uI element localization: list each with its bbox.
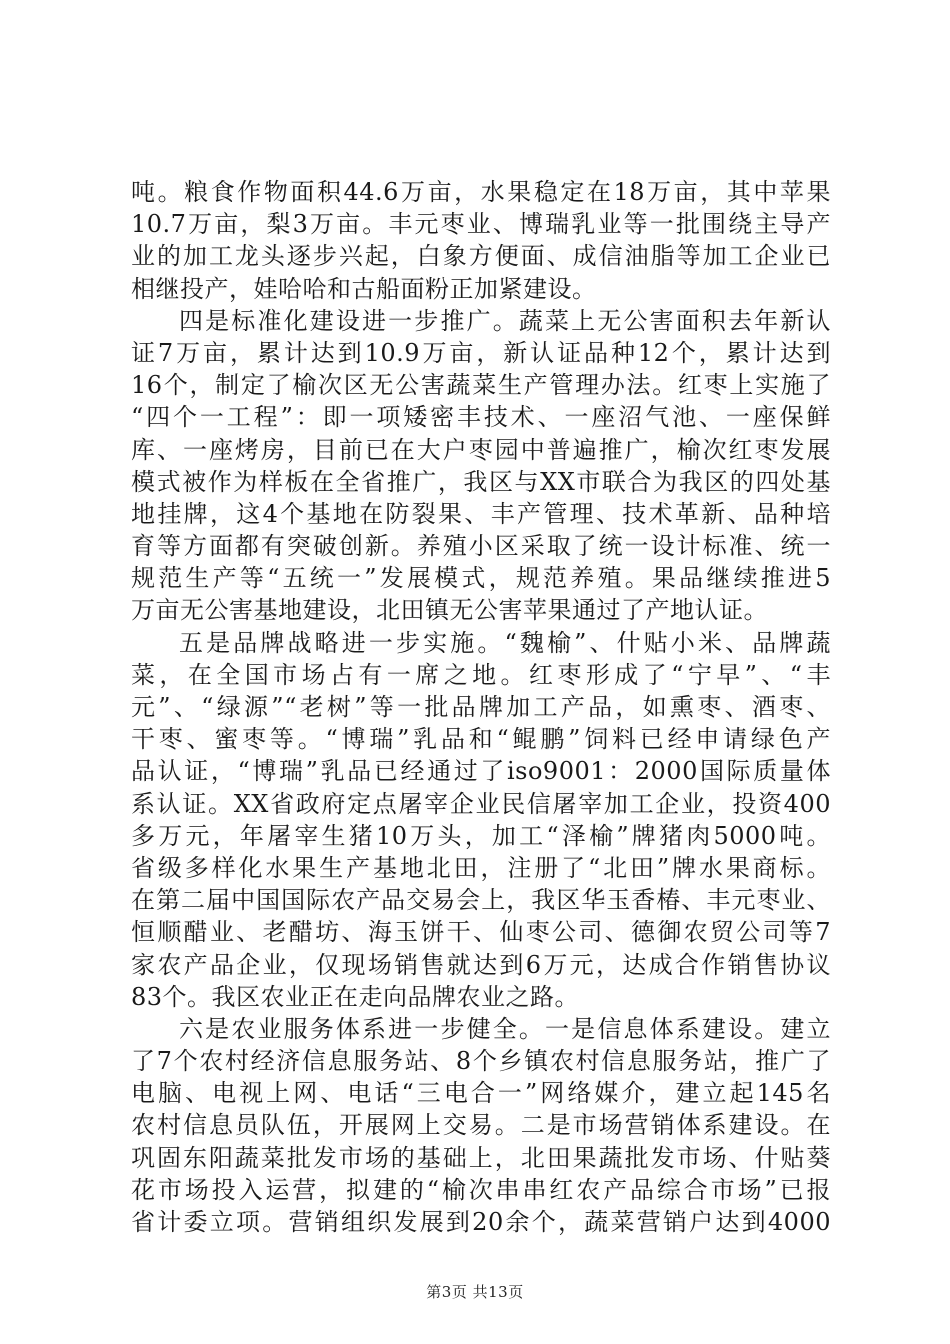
text-line: 巩固东阳蔬菜批发市场的基础上，北田果蔬批发市场、什贴葵	[131, 1143, 831, 1172]
page-footer: 第3页 共13页	[426, 1283, 524, 1301]
text-line: 元”、“绿源”“老树”等一批品牌加工产品，如熏枣、酒枣、	[131, 693, 831, 721]
text-line: 16个，制定了榆次区无公害蔬菜生产管理办法。红枣上实施了	[131, 371, 831, 400]
document-body	[131, 176, 831, 1238]
text-line: 四是标准化建设进一步推广。蔬菜上无公害面积去年新认	[179, 306, 831, 335]
text-line: 业的加工龙头逐步兴起，白象方便面、成信油脂等加工企业已	[131, 242, 831, 271]
text-line: 花市场投入运营，拟建的“榆次串串红农产品综合市场”已报	[131, 1175, 831, 1204]
text-line: 吨。粮食作物面积44.6万亩，水果稳定在18万亩，其中苹果	[131, 178, 831, 206]
text-line: 品认证，“博瑞”乳品已经通过了iso9001：2000国际质量体	[131, 757, 831, 786]
text-line: 规范生产等“五统一”发展模式，规范养殖。果品继续推进5	[131, 564, 831, 593]
text-line: 省计委立项。营销组织发展到20余个，蔬菜营销户达到4000	[131, 1208, 831, 1236]
text-line: 证7万亩，累计达到10.9万亩，新认证品种12个，累计达到	[131, 338, 831, 367]
text-line: “四个一工程”：即一项矮密丰技术、一座沼气池、一座保鲜	[131, 403, 831, 432]
text-line: 万亩无公害基地建设，北田镇无公害苹果通过了产地认证。	[131, 596, 768, 625]
text-line: 多万元，年屠宰生猪10万头，加工“泽榆”牌猪肉5000吨。	[131, 821, 831, 850]
text-line: 系认证。XX省政府定点屠宰企业民信屠宰加工企业，投资400	[131, 789, 831, 818]
text-line: 恒顺醋业、老醋坊、海玉饼干、仙枣公司、德御农贸公司等7	[131, 918, 831, 947]
text-line: 菜，在全国市场占有一席之地。红枣形成了“宁早”、“丰	[131, 660, 831, 689]
text-line: 在第二届中国国际农产品交易会上，我区华玉香椿、丰元枣业、	[131, 886, 831, 915]
text-line: 相继投产，娃哈哈和古船面粉正加紧建设。	[131, 274, 597, 303]
text-line: 电脑、电视上网、电话“三电合一”网络媒介，建立起145名	[131, 1079, 831, 1108]
text-line: 模式被作为样板在全省推广，我区与XX市联合为我区的四处基	[131, 467, 831, 496]
text-line: 育等方面都有突破创新。养殖小区采取了统一设计标准、统一	[131, 532, 831, 561]
text-line: 库、一座烤房，目前已在大户枣园中普遍推广，榆次红枣发展	[131, 435, 831, 464]
text-line: 了7个农村经济信息服务站、8个乡镇农村信息服务站，推广了	[131, 1047, 831, 1076]
text-line: 五是品牌战略进一步实施。“魏榆”、什贴小米、品牌蔬	[179, 628, 831, 657]
text-line: 地挂牌，这4个基地在防裂果、丰产管理、技术革新、品种培	[131, 499, 831, 528]
text-line: 六是农业服务体系进一步健全。一是信息体系建设。建立	[179, 1014, 831, 1043]
text-line: 干枣、蜜枣等。“博瑞”乳品和“鲲鹏”饲料已经申请绿色产	[131, 725, 831, 754]
text-line: 农村信息员队伍，开展网上交易。二是市场营销体系建设。在	[131, 1111, 831, 1140]
text-line: 83个。我区农业正在走向品牌农业之路。	[131, 982, 580, 1011]
text-line: 省级多样化水果生产基地北田，注册了“北田”牌水果商标。	[131, 853, 831, 882]
text-line: 家农产品企业，仅现场销售就达到6万元，达成合作销售协议	[131, 950, 831, 979]
text-line: 10.7万亩，梨3万亩。丰元枣业、博瑞乳业等一批围绕主导产	[131, 210, 831, 239]
